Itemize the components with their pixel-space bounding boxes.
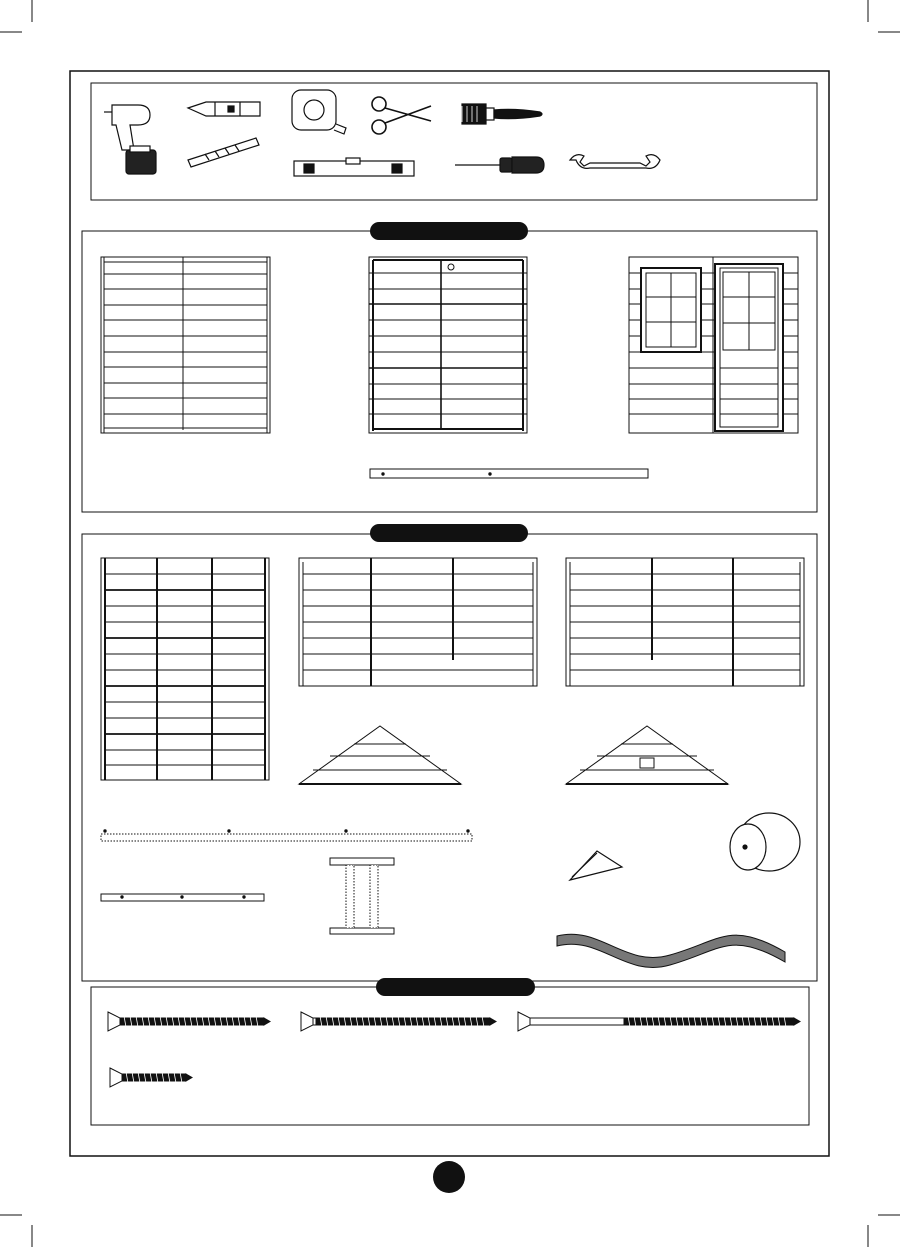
screw-medium-icon	[108, 1012, 270, 1031]
drill-bit-icon	[188, 138, 259, 167]
screw-long-icon	[301, 1012, 496, 1031]
spirit-level-icon	[294, 158, 414, 176]
section-panels-top	[82, 222, 817, 512]
screw-short-icon	[110, 1068, 192, 1087]
door-knob	[730, 813, 800, 871]
gable-panel-left	[299, 726, 461, 784]
frame-bracket	[330, 858, 394, 934]
tools-box	[91, 83, 817, 200]
roof-panel-left	[299, 558, 537, 686]
front-wall-panel	[629, 257, 798, 433]
section-screws	[91, 978, 809, 1125]
corner-piece	[570, 851, 622, 880]
section-panels-bottom	[82, 524, 817, 981]
page-number-badge	[433, 1161, 465, 1193]
floor-panel	[101, 558, 269, 780]
wall-panel-left	[101, 257, 270, 433]
screwdriver-bit-icon	[188, 102, 260, 116]
scissors-icon	[372, 97, 431, 134]
spanner-icon	[570, 155, 660, 169]
paint-brush-icon	[462, 104, 542, 124]
screwdriver-icon	[455, 157, 544, 173]
tape-measure-icon	[292, 90, 346, 134]
perforated-strip	[101, 830, 472, 841]
cordless-drill-icon	[104, 105, 156, 174]
wall-panel-middle	[369, 257, 527, 433]
roof-panel-right	[566, 558, 804, 686]
screw-extra-long-icon	[518, 1012, 800, 1031]
batten-long	[370, 469, 648, 478]
sealing-strap	[557, 934, 785, 967]
batten-short	[101, 894, 264, 901]
gable-panel-right	[566, 726, 728, 784]
